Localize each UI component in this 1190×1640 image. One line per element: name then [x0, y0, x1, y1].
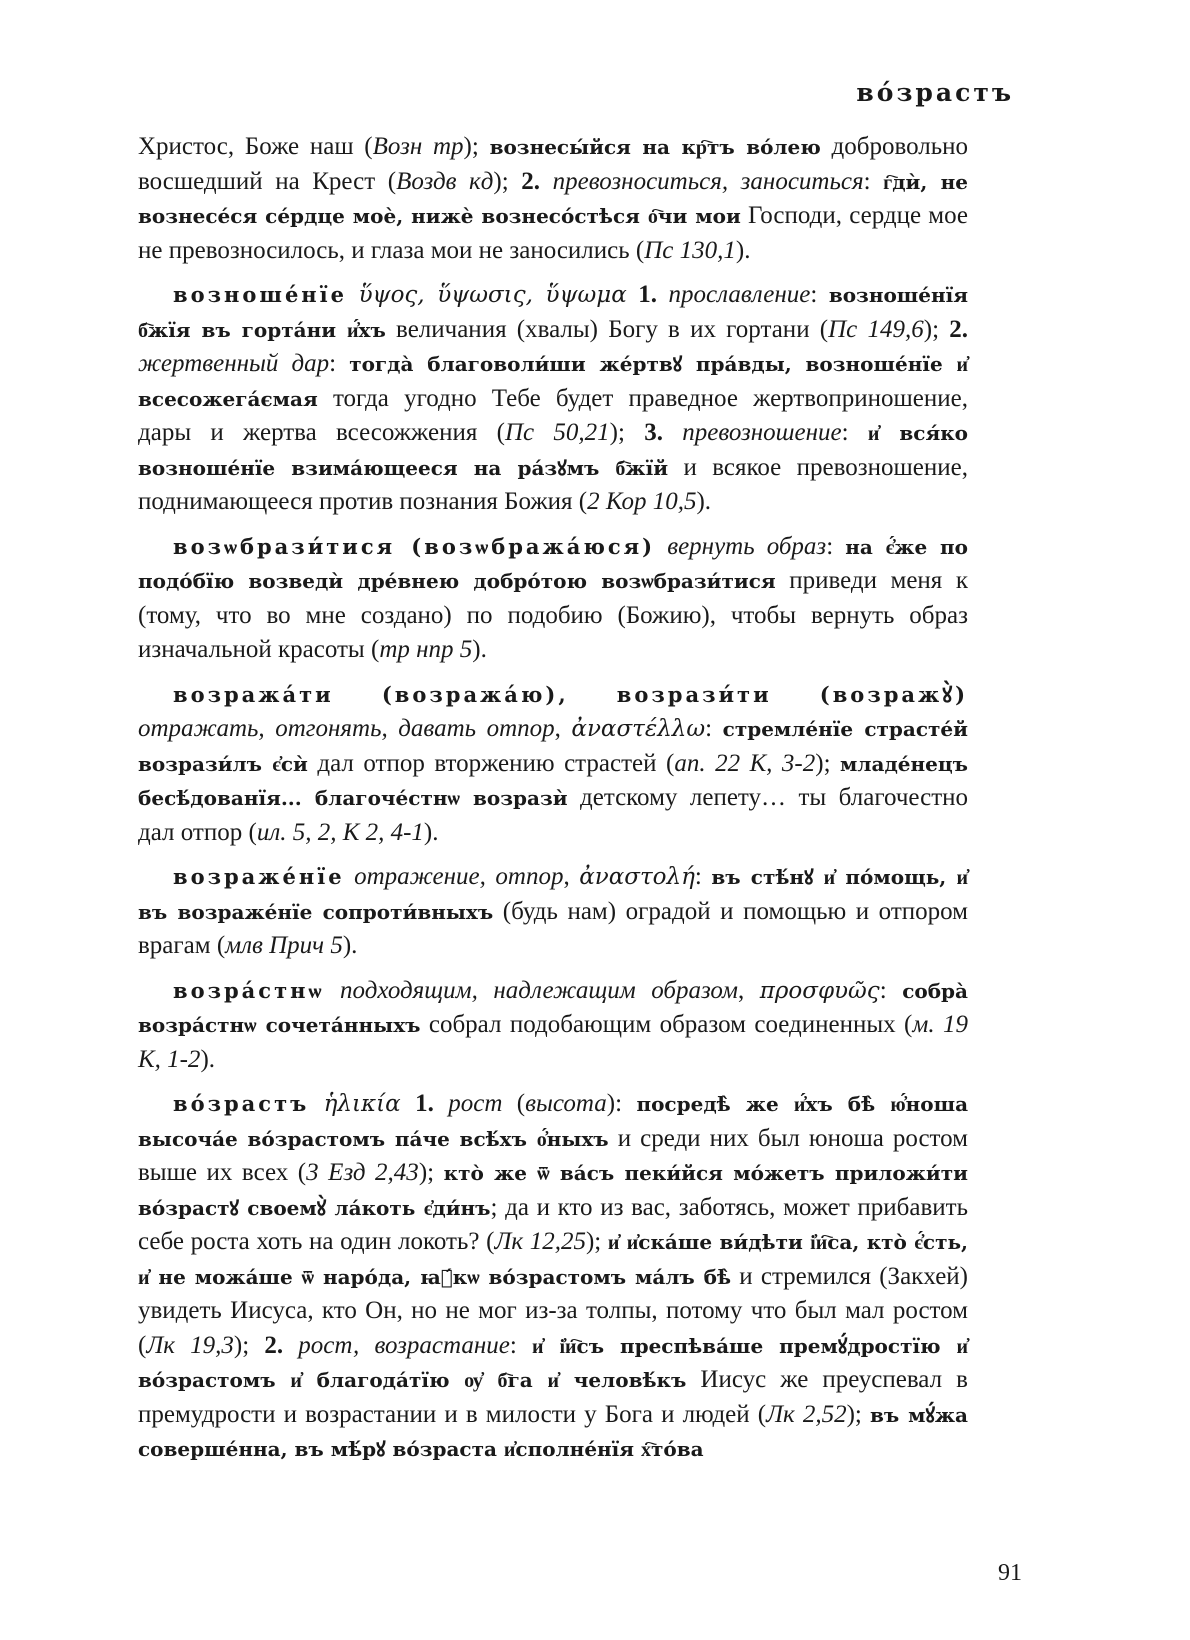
italic-gloss: Лк 19,3	[146, 1331, 234, 1359]
text-run: );	[418, 1159, 444, 1186]
headword: возноше́нїе	[173, 282, 348, 307]
text-run: собрал подобающим образом соединенных (	[420, 1011, 913, 1038]
text-run: тогда угодно Тебе будет праведное жертвоприношение, дары и жертва всесожжения (	[138, 384, 968, 446]
italic-gloss: ап. 22 К, 3-2	[674, 749, 816, 777]
text-run	[309, 1090, 323, 1117]
italic-gloss: Лк 12,25	[494, 1228, 586, 1255]
greek-equivalent: ἀναστέλλω	[571, 716, 706, 742]
headword: возраже́нїе	[173, 864, 345, 889]
italic-gloss: ил. 5, 2, К 2, 4-1	[256, 818, 424, 846]
church-slavonic-quote: возноше́нїя б҇жїя въ горта́ни и҆́хъ	[138, 283, 969, 342]
text-run	[655, 533, 667, 560]
italic-gloss: тр нпр 5	[379, 636, 473, 663]
italic-gloss: вернуть образ	[667, 532, 827, 560]
greek-equivalent: ἀναστολή	[579, 864, 695, 890]
text-run	[434, 1090, 448, 1117]
italic-gloss: высота	[525, 1090, 607, 1117]
text-run: ,	[554, 715, 572, 742]
greek-equivalent: ὕψος, ὕψωσις, ὕψωμα	[358, 282, 627, 308]
text-run: :	[826, 532, 846, 560]
headword: возража́ти (возража́ю), возрази́ти (возражꙋ̀)	[173, 681, 968, 707]
dictionary-entry	[138, 974, 968, 1078]
church-slavonic-quote: на є҆́же по подо́бїю возведѝ дре́внею добро́тою возѡбрази́тися	[138, 534, 968, 593]
italic-gloss: Возн тр	[372, 133, 464, 160]
dictionary-entry	[138, 860, 968, 964]
text-run: ).	[472, 636, 487, 663]
greek-equivalent: προσφυῶς	[759, 977, 880, 1004]
church-slavonic-quote: собра̀ возра́стнѡ сочета́нныхъ	[138, 978, 969, 1037]
text-run: (будь нам) оградой и помощью и отпором врагам (	[138, 897, 968, 959]
text-run: :	[694, 863, 712, 890]
text-run: :	[329, 350, 350, 377]
text-run: и всякое превозношение, поднимающееся против познания Божия (	[138, 453, 968, 515]
church-slavonic-quote: кто̀ же ѿ ва́съ пеки́йся мо́жетъ приложи́ти во́зрастꙋ своемꙋ̀ ла́коть є҆ди́нъ	[138, 1161, 968, 1220]
text-run: );	[609, 419, 645, 446]
italic-gloss: млв Прич 5	[225, 932, 343, 959]
text-run: ):	[606, 1090, 637, 1117]
text-run	[657, 281, 669, 308]
running-head: во́зрастъ	[856, 78, 1014, 107]
church-slavonic-quote: младе́нецъ бесѣ́дованїя... благоче́стнѡ возразѝ	[138, 751, 968, 810]
sense-number: 1.	[638, 281, 658, 308]
headword: во́зрастъ	[173, 1091, 310, 1116]
text-run: величания (хвалы) Богу в их гортани (	[385, 315, 829, 343]
text-run	[401, 1090, 415, 1117]
text-run: ).	[696, 488, 712, 515]
italic-gloss: Пс 130,1	[644, 236, 736, 264]
text-run: :	[863, 167, 884, 195]
text-run: добровольно восшедший на Крест (	[138, 133, 969, 195]
dictionary-entry	[138, 1087, 968, 1467]
text-run: :	[509, 1331, 533, 1359]
text-run: :	[879, 976, 903, 1004]
text-run: детскому лепету… ты благочестно дал отпор (	[138, 784, 969, 846]
church-slavonic-quote: посредѣ̀ же и҆́хъ бѣ̀ ю҆́ноша высоча́е во́зрастомъ па́че всѣ́хъ о҆́ныхъ	[138, 1092, 969, 1151]
dictionary-entry	[138, 678, 968, 851]
text-run: );	[585, 1228, 608, 1255]
text-run: );	[846, 1400, 871, 1428]
text-run: ,	[737, 976, 760, 1004]
italic-gloss: 3 Езд 2,43	[306, 1159, 419, 1186]
text-run: и среди них был юноша ростом выше их всех (	[138, 1124, 968, 1186]
italic-gloss: превозноситься, заноситься	[552, 167, 864, 195]
text-run: Иисус же преуспевал в премудрости и возрастании и в милости у Бога и людей (	[138, 1366, 968, 1428]
italic-gloss: отражать, отгонять, давать отпор	[138, 715, 555, 742]
church-slavonic-quote: и҆ и҆ска́ше ви́дѣти і҆и҇са, кто̀ є҆́сть, и҆ не можа́ше ѿ наро́да, ꙗ҆́кѡ во́зрастомъ ма́лъ бѣ̀	[138, 1230, 968, 1289]
text-run	[345, 863, 355, 890]
italic-gloss: м. 19 К, 1-2	[138, 1011, 968, 1073]
italic-gloss: Пс 149,6	[828, 315, 924, 343]
headword: возра́стнѡ	[173, 977, 325, 1003]
headword: возѡбрази́тися (возѡбража́юся)	[173, 533, 656, 559]
text-run: ).	[200, 1045, 216, 1073]
church-slavonic-quote: въ мꙋ́жа соверше́нна, въ мѣ́рꙋ во́зраста и҆сполне́нїя х҇то́ва	[138, 1402, 968, 1461]
church-slavonic-quote: г҇дѝ, не вознесе́ся се́рдце моѐ, нижѐ вознесо́стѣся о҇чи мои	[138, 169, 968, 228]
text-run: Христос, Боже наш (	[138, 133, 373, 160]
text-run: );	[923, 315, 950, 343]
italic-gloss: превозношение	[682, 419, 842, 446]
text-run: );	[815, 749, 841, 777]
italic-gloss: подходящим, надлежащим образом	[340, 976, 738, 1004]
church-slavonic-quote: тогда̀ благоволи́ши же́ртвꙋ пра́вды, возноше́нїе и҆ всесожега́ємая	[138, 352, 968, 411]
italic-gloss: жертвенный дар	[138, 350, 330, 377]
text-run	[540, 168, 553, 195]
text-run: :	[705, 715, 723, 742]
dictionary-entry	[138, 530, 968, 668]
text-run: ,	[563, 863, 580, 890]
text-run: :	[841, 419, 868, 446]
text-run	[283, 1332, 298, 1359]
italic-gloss: рост, возрастание	[298, 1331, 510, 1359]
text-run: );	[463, 133, 490, 160]
italic-gloss: рост	[448, 1090, 503, 1117]
italic-gloss: Воздв кд	[396, 167, 494, 195]
italic-gloss: отражение, отпор	[354, 863, 564, 890]
sense-number: 2.	[949, 315, 968, 343]
text-run: :	[810, 281, 829, 308]
italic-gloss: Пс 50,21	[504, 419, 610, 446]
text-run: ).	[423, 818, 439, 846]
dictionary-entry	[138, 130, 968, 268]
church-slavonic-quote: и҆ і҆и҇съ преспѣва́ше премꙋ́дростїю и҆ во́зрастомъ и҆ благода́тїю ѹ҆ б҇га и҆ человѣ́къ	[138, 1333, 968, 1392]
text-run: );	[493, 167, 522, 195]
text-run: ; да и кто из вас, заботясь, может прибавить себе роста хоть на один локоть? (	[138, 1193, 968, 1255]
page-number: 91	[998, 1560, 1022, 1586]
dictionary-entry	[138, 278, 968, 520]
church-slavonic-quote: вознесы́йся на кр҇тъ во́лею	[489, 135, 821, 159]
sense-number: 2.	[521, 167, 541, 195]
italic-gloss: прославление	[668, 281, 811, 308]
church-slavonic-quote: въ стѣ́нꙋ и҆ по́мощь, и҆ въ возраже́нїе сопроти́вныхъ	[138, 865, 968, 924]
italic-gloss: 2 Кор 10,5	[587, 488, 697, 515]
text-run: );	[233, 1331, 265, 1359]
text-run	[663, 419, 682, 446]
text-run: Господи, сердце мое не превозносилось, и глаза мои не заносились (	[138, 202, 968, 264]
text-run: (	[502, 1090, 526, 1117]
text-run: и стремился (Закхей) увидеть Иисуса, кто Он, но не мог из-за толпы, потому что был мал ростом (	[138, 1262, 969, 1359]
dictionary-text-block	[138, 130, 968, 1477]
text-run: ).	[342, 932, 358, 959]
church-slavonic-quote: и҆ вся́ко возноше́нїе взима́ющееся на ра́зꙋмъ б҇жїй	[138, 421, 969, 480]
sense-number: 3.	[644, 419, 663, 446]
text-run: дал отпор вторжению страстей (	[307, 749, 675, 777]
text-run: ).	[735, 236, 751, 264]
church-slavonic-quote: стремле́нїе страсте́й возрази́лъ є҆сѝ	[138, 717, 968, 776]
text-run	[347, 281, 359, 308]
text-run: приведи меня к (тому, что во мне создано) по подобию (Божию), чтобы вернуть образ изначальной красоты (	[138, 567, 968, 663]
text-run	[627, 281, 639, 308]
text-run	[324, 977, 340, 1004]
sense-number: 2.	[264, 1331, 284, 1359]
italic-gloss: Лк 2,52	[766, 1400, 847, 1428]
greek-equivalent: ἡλικία	[323, 1091, 401, 1117]
sense-number: 1.	[415, 1090, 434, 1117]
